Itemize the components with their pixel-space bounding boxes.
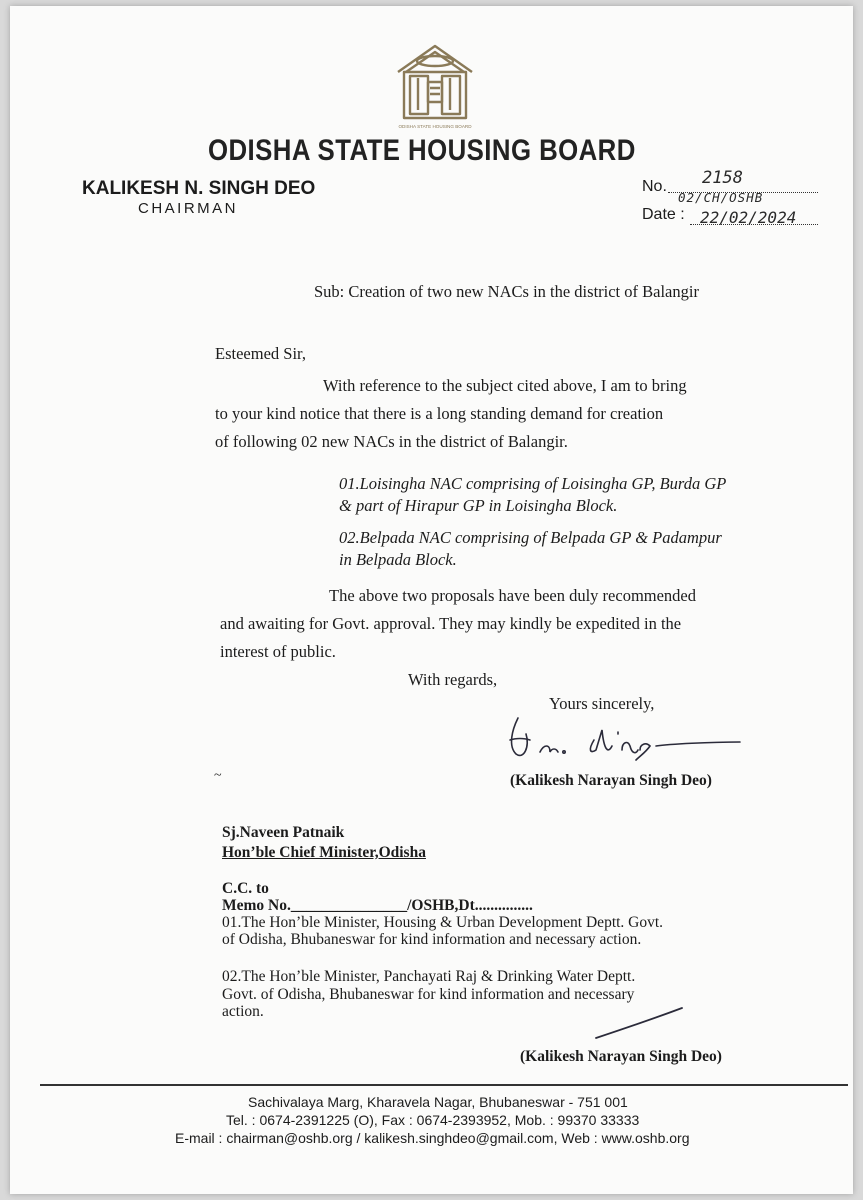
memo-suffix: /OSHB,Dt............... [407,897,533,914]
item1-line1: 01.Loisingha NAC comprising of Loisingha GP, Burda GP [339,474,727,493]
housing-board-logo [388,42,482,138]
memo-label: Memo No. [222,897,291,914]
ref-no-label: No. [642,178,667,195]
cc2-line3: action. [222,1003,264,1020]
subject-line: Sub: Creation of two new NACs in the district of Balangir [314,282,699,301]
footer-address: Sachivalaya Marg, Kharavela Nagar, Bhubaneswar - 751 001 [248,1094,628,1110]
stray-mark: ~ [214,768,222,783]
cc2-line2: Govt. of Odisha, Bhubaneswar for kind information and necessary [222,986,635,1003]
item2-line2: in Belpada Block. [339,550,457,569]
cc-label: C.C. to [222,880,269,897]
cc2-line1: 02.The Hon’ble Minister, Panchayati Raj & Drinking Water Deptt. [222,968,636,985]
footer-phones: Tel. : 0674-2391225 (O), Fax : 0674-2393952, Mob. : 99370 33333 [226,1112,640,1128]
date-label: Date : [642,206,685,223]
signatory-name-2: (Kalikesh Narayan Singh Deo) [520,1048,722,1065]
chairman-name: KALIKESH N. SINGH DEO [82,178,316,199]
cc1-line1: 01.The Hon’ble Minister, Housing & Urban Development Deptt. Govt. [222,914,664,931]
ref-no-ref: 02/CH/OSHB [678,190,764,205]
closing: Yours sincerely, [549,694,655,713]
item2-line1: 02.Belpada NAC comprising of Belpada GP & Padampur [339,528,722,547]
cc1-line2: of Odisha, Bhubaneswar for kind information and necessary action. [222,931,642,948]
logo-text: ODISHA STATE HOUSING BOARD [398,124,472,129]
chairman-title: CHAIRMAN [138,200,239,217]
memo-line [222,897,533,915]
item1-line2: & part of Hirapur GP in Loisingha Block. [339,496,618,515]
addressee-name: Sj.Naveen Patnaik [222,824,345,841]
footer-divider [40,1084,848,1086]
letter-page [10,6,853,1194]
para2-line3: interest of public. [220,642,336,661]
addressee-title: Hon’ble Chief Minister,Odisha [222,844,426,861]
signatory-name: (Kalikesh Narayan Singh Deo) [510,772,712,789]
para1-line3: of following 02 new NACs in the district of Balangir. [215,432,568,451]
regards: With regards, [408,670,498,689]
date-value: 22/02/2024 [700,208,797,227]
memo-blank: _______________ [290,897,408,914]
para2-line2: and awaiting for Govt. approval. They may kindly be expedited in the [220,614,682,633]
initial-signature [590,1004,690,1044]
salutation: Esteemed Sir, [215,344,306,363]
signature [490,710,750,770]
ref-no-value: 2158 [702,168,743,188]
org-name: ODISHA STATE HOUSING BOARD [208,134,636,167]
para1-line2: to your kind notice that there is a long standing demand for creation [215,404,664,423]
para1-line1: With reference to the subject cited above, I am to bring [323,376,687,395]
para2-line1: The above two proposals have been duly recommended [329,586,697,605]
footer-contacts: E-mail : chairman@oshb.org / kalikesh.singhdeo@gmail.com, Web : www.oshb.org [175,1130,690,1146]
